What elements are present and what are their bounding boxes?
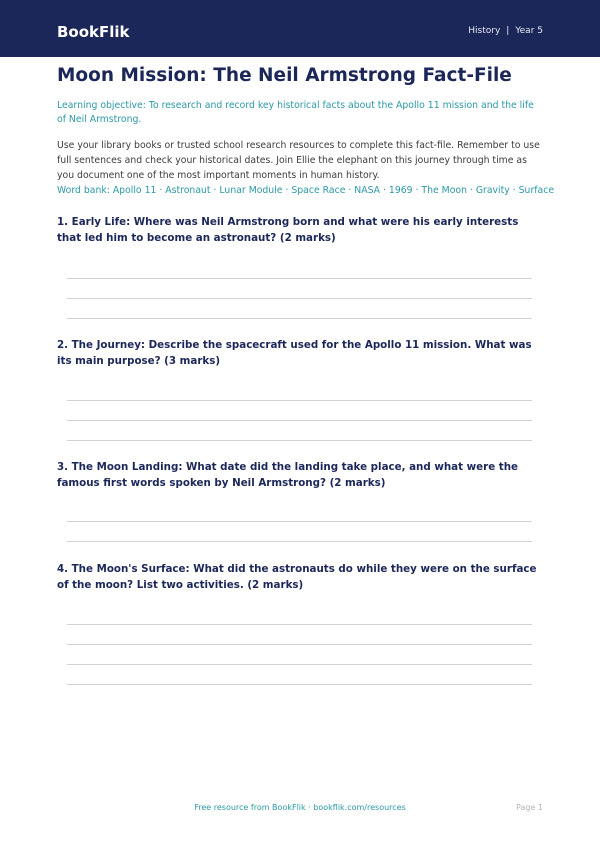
answer-line[interactable] — [67, 400, 532, 401]
footer-link[interactable]: Free resource from BookFlik · bookflik.com/resources — [194, 803, 406, 812]
answer-line[interactable] — [67, 644, 532, 645]
answer-line[interactable] — [67, 318, 532, 319]
answer-line[interactable] — [67, 278, 532, 279]
question-3: 3. The Moon Landing: What date did the landing take place, and what were the famous first words spoken by Neil Armstrong? (2 marks) — [57, 461, 519, 489]
breadcrumb-year[interactable]: Year 5 — [515, 26, 543, 36]
answer-line[interactable] — [67, 420, 532, 421]
word-bank: Word bank: Apollo 11 · Astronaut · Lunar Module · Space Race · NASA · 1969 · The Moon · Gravity · Surface — [57, 185, 555, 196]
answer-line[interactable] — [67, 541, 532, 542]
answer-line[interactable] — [67, 664, 532, 665]
page-footer — [0, 801, 600, 815]
answer-line[interactable] — [67, 298, 532, 299]
breadcrumb-separator: | — [506, 26, 510, 36]
breadcrumb — [468, 24, 543, 38]
answer-line[interactable] — [67, 624, 532, 625]
header-bar — [0, 0, 600, 57]
question-1: 1. Early Life: Where was Neil Armstrong born and what were his early interests that led him to become an astronaut? (2 marks) — [57, 216, 519, 244]
breadcrumb-subject[interactable]: History — [468, 26, 501, 36]
page-number: Page 1 — [516, 803, 543, 812]
answer-line[interactable] — [67, 440, 532, 441]
page-title: Moon Mission: The Neil Armstrong Fact-File — [57, 65, 512, 86]
question-4: 4. The Moon's Surface: What did the astronauts do while they were on the surface of the moon? List two activities. (2 marks) — [57, 563, 537, 591]
answer-line[interactable] — [67, 684, 532, 685]
question-2: 2. The Journey: Describe the spacecraft used for the Apollo 11 mission. What was its main purpose? (3 marks) — [57, 339, 532, 367]
answer-line[interactable] — [67, 521, 532, 522]
intro-paragraph: Use your library books or trusted school research resources to complete this fact-file. Remember to use full sentences and check your historical dates. Join Ellie the elephant on this journey through time as you document one of the most important moments in human history. — [57, 140, 540, 181]
brand-logo-text[interactable]: BookFlik — [57, 23, 130, 41]
learning-objective: Learning objective: To research and record key historical facts about the Apollo 11 mission and the life of Neil Armstrong. — [57, 100, 534, 125]
